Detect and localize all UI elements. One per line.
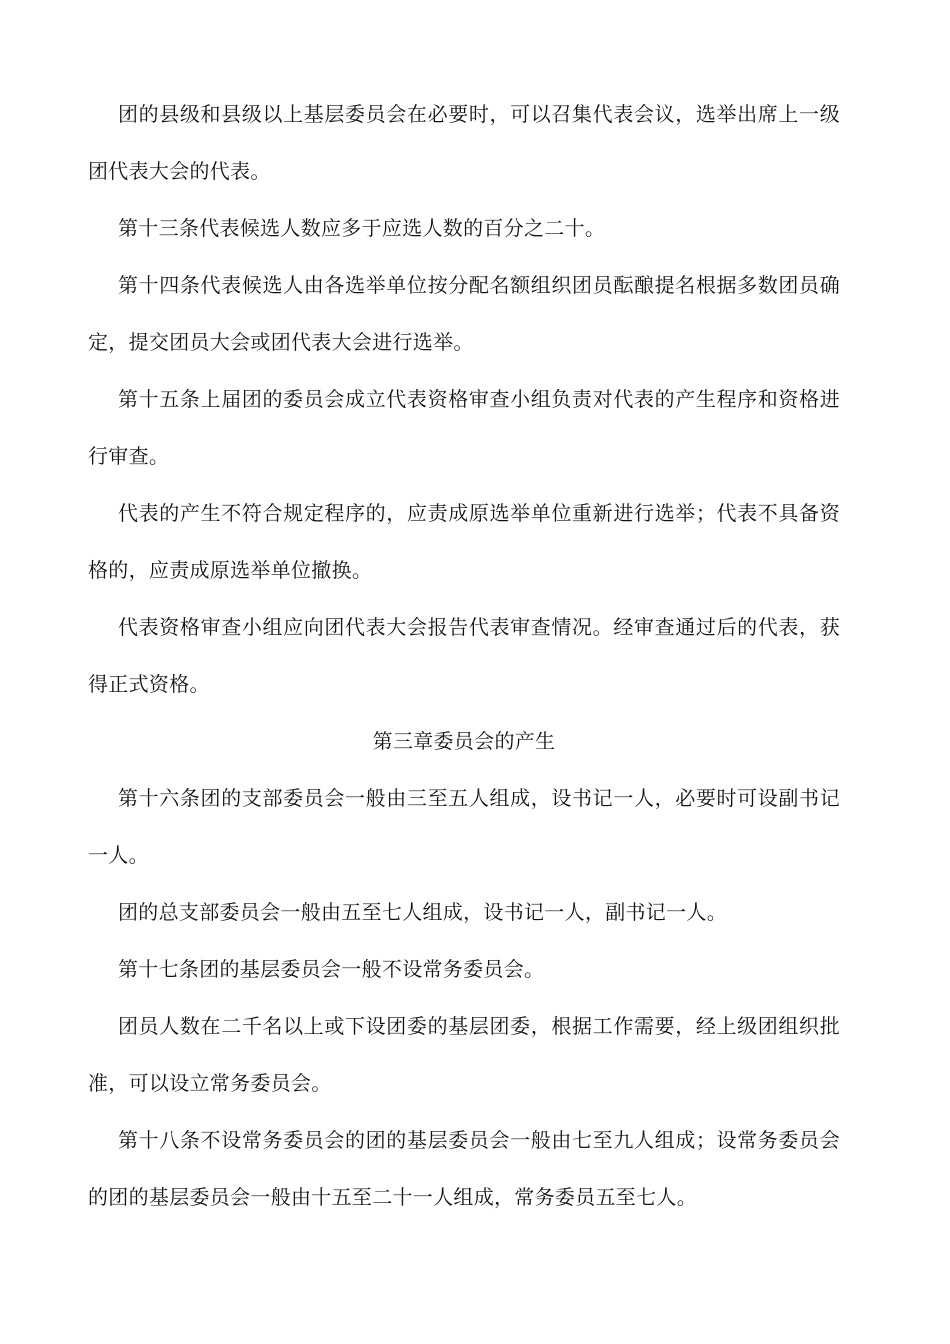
- paragraph-county-committee: 团的县级和县级以上基层委员会在必要时，可以召集代表会议，选举出席上一级团代表大会的代表。: [88, 102, 840, 183]
- paragraph-article-16: 第十六条团的支部委员会一般由三至五人组成，设书记一人，必要时可设副书记一人。: [88, 786, 840, 867]
- chapter-heading: 第三章委员会的产生: [372, 729, 556, 753]
- paragraph-article-14: 第十四条代表候选人由各选举单位按分配名额组织团员酝酿提名根据多数团员确定，提交团员大会或团代表大会进行选举。: [88, 273, 840, 354]
- paragraph-article-18: 第十八条不设常务委员会的团的基层委员会一般由七至九人组成；设常务委员会的团的基层委员会一般由十五至二十一人组成，常务委员五至七人。: [88, 1128, 840, 1209]
- paragraph-article-17: 第十七条团的基层委员会一般不设常务委员会。: [118, 957, 545, 981]
- paragraph-article-15: 第十五条上届团的委员会成立代表资格审查小组负责对代表的产生程序和资格进行审查。: [88, 387, 840, 468]
- paragraph-article-13: 第十三条代表候选人数应多于应选人数的百分之二十。: [118, 216, 606, 240]
- document-page: [88, 86, 840, 1226]
- paragraph-qualification-report: 代表资格审查小组应向团代表大会报告代表审查情况。经审查通过后的代表，获得正式资格。: [88, 615, 840, 696]
- paragraph-irregular-election: 代表的产生不符合规定程序的，应责成原选举单位重新进行选举；代表不具备资格的，应责成原选举单位撤换。: [88, 501, 840, 582]
- paragraph-standing-committee: 团员人数在二千名以上或下设团委的基层团委，根据工作需要，经上级团组织批准，可以设立常务委员会。: [88, 1014, 840, 1095]
- paragraph-general-branch: 团的总支部委员会一般由五至七人组成，设书记一人，副书记一人。: [118, 900, 727, 924]
